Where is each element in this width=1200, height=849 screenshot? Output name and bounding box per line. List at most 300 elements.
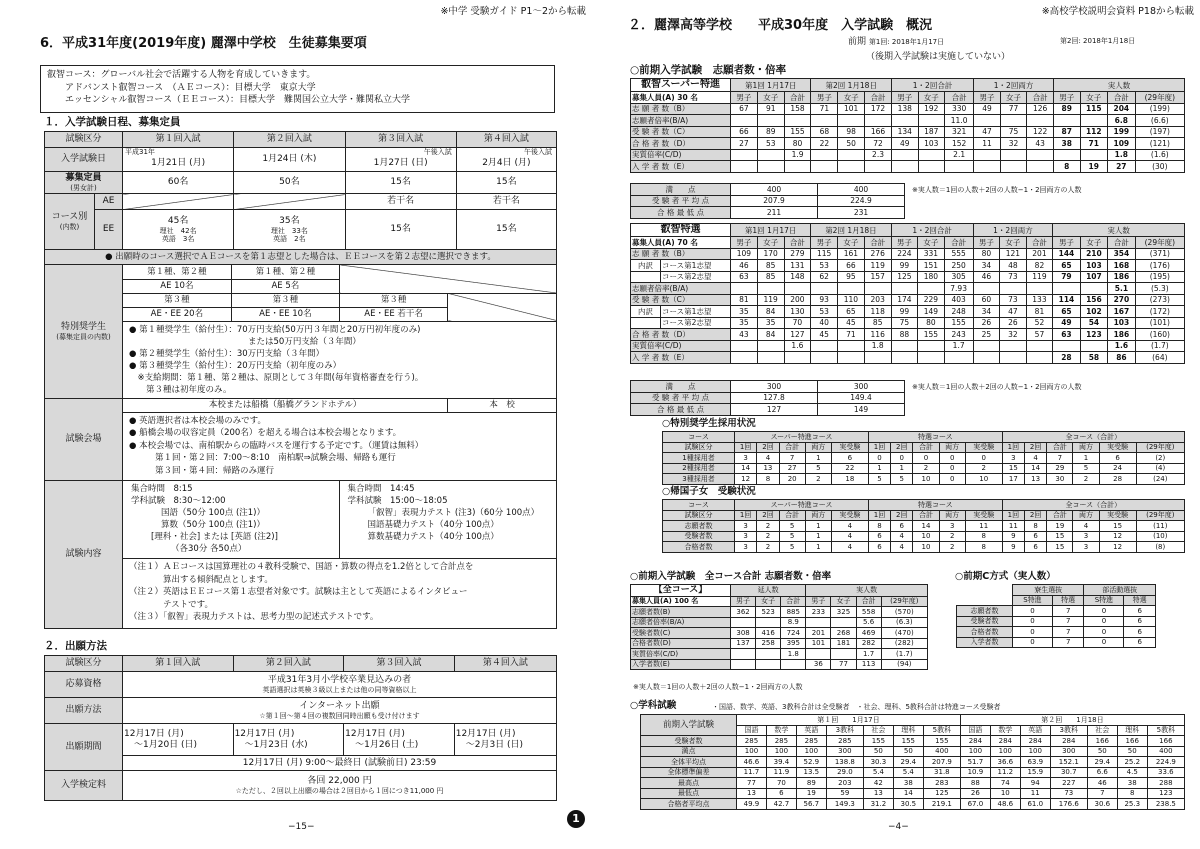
data-cell bbox=[756, 617, 781, 628]
data-cell: 250 bbox=[944, 260, 973, 272]
data-cell bbox=[811, 161, 838, 173]
table-row bbox=[663, 531, 1185, 542]
sub-header: 実受験 bbox=[965, 510, 1002, 521]
data-cell: 63 bbox=[1053, 329, 1080, 341]
data-cell: 152 bbox=[945, 138, 974, 150]
sub-header: 男子 bbox=[731, 237, 758, 249]
table-row bbox=[631, 607, 928, 618]
data-cell: 283 bbox=[923, 778, 960, 789]
select-course-table bbox=[630, 223, 1185, 364]
data-cell: 52 bbox=[1026, 317, 1053, 329]
table-row bbox=[631, 207, 905, 219]
data-cell: 26 bbox=[960, 788, 990, 799]
score-cell: 224.9 bbox=[818, 195, 905, 207]
t3-body bbox=[663, 442, 1185, 484]
round-head: 実人数 bbox=[1053, 79, 1184, 92]
row-label: 実質倍率(C/D) bbox=[631, 149, 731, 161]
content-line: 集合時間 14:45 bbox=[347, 484, 415, 494]
data-cell: 6 bbox=[1025, 542, 1047, 553]
data-cell: 224.9 bbox=[1147, 757, 1184, 768]
table-row bbox=[631, 381, 905, 393]
data-cell bbox=[731, 161, 758, 173]
data-cell: 7.93 bbox=[944, 283, 973, 295]
data-cell: 158 bbox=[784, 103, 811, 115]
data-cell: 276 bbox=[864, 248, 891, 260]
t4-body bbox=[663, 510, 1185, 552]
data-cell: 4 bbox=[831, 531, 868, 542]
data-cell: 400 bbox=[923, 746, 960, 757]
data-cell: 48.6 bbox=[990, 799, 1020, 810]
data-cell: 201 bbox=[806, 628, 831, 639]
sub-header: 女子 bbox=[756, 596, 781, 607]
scholar-note: ● 第２種奨学生（給付生）：30万円支給（３年間） bbox=[129, 348, 325, 359]
data-cell: 0 bbox=[1084, 616, 1124, 627]
data-cell: 219.1 bbox=[923, 799, 960, 810]
data-cell bbox=[731, 649, 756, 660]
data-cell: 31.2 bbox=[863, 799, 893, 810]
venue-note: ● 英語選択者は本校会場のみです。 bbox=[129, 415, 266, 426]
data-cell: 123 bbox=[1080, 329, 1107, 341]
data-cell: 284 bbox=[990, 736, 1020, 747]
row-label: 受 験 者 数（C） bbox=[631, 294, 731, 306]
round-header: 第２回入試 bbox=[233, 656, 344, 672]
sub-header: 両方 bbox=[805, 510, 831, 521]
row-label: 合 格 者 数（D） bbox=[631, 138, 731, 150]
data-cell bbox=[731, 352, 758, 364]
data-cell: (1.7) bbox=[1135, 340, 1184, 352]
data-cell bbox=[1027, 115, 1054, 127]
data-cell: (121) bbox=[1135, 138, 1184, 150]
data-cell: 50 bbox=[838, 138, 865, 150]
no-second-exam-note: （後期入学試験は実施していない） bbox=[866, 52, 1011, 62]
data-cell: 0 bbox=[939, 474, 965, 485]
data-cell bbox=[1053, 283, 1080, 295]
data-cell: 1 bbox=[868, 463, 890, 474]
ee-eigo: 英語 2名 bbox=[273, 234, 306, 243]
data-cell: 51.7 bbox=[960, 757, 990, 768]
data-cell: 2 bbox=[913, 463, 939, 474]
table-row bbox=[631, 126, 1185, 138]
s5-title: ○前期入学試験 全コース合計 志願者数・倍率 bbox=[630, 571, 832, 582]
data-cell: 12 bbox=[1099, 531, 1136, 542]
data-cell: 6 bbox=[766, 788, 796, 799]
table-row bbox=[641, 736, 1185, 747]
content-note: テストです。 bbox=[129, 599, 213, 610]
score-cell: 211 bbox=[731, 207, 818, 219]
table-row bbox=[631, 306, 1185, 318]
content-line: [理科・社会] または [英語 (注2)] bbox=[151, 532, 278, 542]
sub-header: 両方 bbox=[1073, 510, 1099, 521]
data-cell: 12 bbox=[735, 474, 757, 485]
right-page bbox=[600, 0, 1200, 849]
sub-header: 女子 bbox=[757, 237, 784, 249]
round-header: 第３回入試 bbox=[345, 132, 456, 148]
data-cell: 229 bbox=[918, 294, 945, 306]
t6-sub: 特選 bbox=[1052, 595, 1084, 606]
data-cell: 3 bbox=[735, 453, 757, 464]
data-cell: 6.6 bbox=[1087, 767, 1117, 778]
data-cell: 121 bbox=[1000, 248, 1027, 260]
data-cell: 161 bbox=[838, 248, 865, 260]
data-cell: (197) bbox=[1135, 126, 1184, 138]
data-cell: (172) bbox=[1135, 306, 1184, 318]
data-cell: 15 bbox=[1047, 531, 1073, 542]
data-cell bbox=[974, 115, 1001, 127]
data-cell: 8 bbox=[868, 521, 890, 532]
data-cell: 0 bbox=[1084, 627, 1124, 638]
row-label: 1種採用者 bbox=[663, 453, 735, 464]
data-cell: (30) bbox=[1135, 161, 1184, 173]
data-cell: 32 bbox=[1000, 329, 1027, 341]
round-header: 第４回入試 bbox=[454, 656, 556, 672]
sub-header: 実受験 bbox=[831, 510, 868, 521]
sub-header: 女子 bbox=[1000, 92, 1027, 104]
sub-header: 実受験 bbox=[1099, 442, 1136, 453]
sub-header: 2回 bbox=[1025, 442, 1047, 453]
table-row bbox=[631, 392, 905, 404]
content-line: 算数（50分 100点 (注1)） bbox=[161, 520, 265, 530]
data-cell: 30.5 bbox=[893, 799, 923, 810]
t2-bottom bbox=[631, 381, 905, 416]
data-cell: 99 bbox=[891, 260, 918, 272]
row-label: 全体平均点 bbox=[641, 757, 737, 768]
data-cell: 3 bbox=[735, 542, 757, 553]
breakdown-label bbox=[631, 271, 661, 283]
sub-header: 合計 bbox=[1108, 92, 1136, 104]
data-cell: 238.5 bbox=[1147, 799, 1184, 810]
data-cell: 1 bbox=[1073, 453, 1099, 464]
data-cell: 13 bbox=[737, 788, 767, 799]
data-cell: 80 bbox=[784, 138, 811, 150]
data-cell: (282) bbox=[881, 638, 927, 649]
table-row bbox=[663, 542, 1185, 553]
data-cell: (199) bbox=[1135, 103, 1184, 115]
data-cell: 0 bbox=[939, 453, 965, 464]
data-cell: 6 bbox=[831, 453, 868, 464]
data-cell: 34 bbox=[973, 306, 1000, 318]
sub-header: 合計 bbox=[1047, 510, 1073, 521]
subject-score-table bbox=[640, 714, 1185, 810]
score-cell: 231 bbox=[818, 207, 905, 219]
data-cell: 11 bbox=[1020, 788, 1050, 799]
fee-main: 各回 22,000 円 bbox=[307, 775, 372, 786]
row-label: 特別奨学生 bbox=[60, 321, 106, 332]
data-cell bbox=[1000, 149, 1027, 161]
data-cell: (6.6) bbox=[1135, 115, 1184, 127]
data-cell: 285 bbox=[737, 736, 767, 747]
data-cell: 94 bbox=[1020, 778, 1050, 789]
sub-header: 社会 bbox=[1087, 725, 1117, 736]
method-sub: ☆第１回〜第４回の複数回同時出願も受け付けます bbox=[259, 711, 420, 720]
sub-header: (29年度) bbox=[1135, 92, 1184, 104]
row-sublabel: (内数) bbox=[59, 222, 80, 231]
data-cell: 85 bbox=[757, 260, 784, 272]
sub-header: 女子 bbox=[757, 92, 784, 104]
data-cell: 155 bbox=[784, 126, 811, 138]
data-cell: 66 bbox=[731, 126, 758, 138]
data-cell bbox=[756, 659, 781, 670]
data-cell: 305 bbox=[944, 271, 973, 283]
table-row bbox=[631, 659, 928, 670]
data-cell: 122 bbox=[1027, 126, 1054, 138]
data-cell: 2 bbox=[757, 542, 779, 553]
period-common: 12月17日 (月) 9:00〜最終日 (試験前日) 23:59 bbox=[123, 756, 557, 771]
sub-header: 女子 bbox=[831, 596, 856, 607]
data-cell: 50 bbox=[1087, 746, 1117, 757]
venue-note: 第３回・第４回：帰路のみ運行 bbox=[155, 465, 275, 476]
data-cell bbox=[831, 617, 856, 628]
s4-title: ○帰国子女 受験状況 bbox=[662, 486, 756, 497]
right-page-number: −4− bbox=[888, 822, 909, 832]
data-cell: 87 bbox=[1053, 126, 1080, 138]
row-label: 志願者数(B) bbox=[631, 607, 731, 618]
data-cell: 285 bbox=[766, 736, 796, 747]
data-cell: 67.0 bbox=[960, 799, 990, 810]
data-cell bbox=[1027, 161, 1054, 173]
data-cell bbox=[1080, 115, 1108, 127]
round-head: 1・2回両方 bbox=[973, 224, 1053, 237]
data-cell: 35 bbox=[731, 306, 758, 318]
table-row bbox=[663, 463, 1185, 474]
data-cell: (94) bbox=[881, 659, 927, 670]
row-label: 合 格 者 数（D） bbox=[631, 329, 731, 341]
data-cell: 1.8 bbox=[781, 649, 806, 660]
sub-header: 英語 bbox=[1020, 725, 1050, 736]
data-cell: 125 bbox=[923, 788, 960, 799]
sub-header: 合計 bbox=[784, 237, 811, 249]
sub-header: 男子 bbox=[806, 596, 831, 607]
data-cell: 395 bbox=[781, 638, 806, 649]
t4-head: 特選コース bbox=[868, 500, 1002, 511]
round-head: 第1回 1月17日 bbox=[731, 79, 811, 92]
row-label: 志 願 者 数（B） bbox=[631, 248, 731, 260]
data-cell: 65 bbox=[838, 306, 865, 318]
data-cell: 73 bbox=[1000, 271, 1027, 283]
data-cell: 34 bbox=[973, 260, 1000, 272]
data-cell: 32 bbox=[1000, 138, 1027, 150]
data-cell: 52.9 bbox=[796, 757, 826, 768]
table-row bbox=[631, 628, 928, 639]
data-cell bbox=[784, 352, 811, 364]
data-cell: 172 bbox=[865, 103, 892, 115]
scholar-grid bbox=[123, 265, 556, 322]
data-cell: 107 bbox=[1080, 271, 1107, 283]
scholar-cell: 第３種 bbox=[123, 293, 231, 307]
data-cell: (24) bbox=[1136, 474, 1184, 485]
data-cell: 5 bbox=[1073, 463, 1099, 474]
row-label: 受験者数(C) bbox=[631, 628, 731, 639]
data-cell: 166 bbox=[865, 126, 892, 138]
data-cell: 46 bbox=[973, 271, 1000, 283]
data-cell bbox=[1053, 149, 1080, 161]
table-row bbox=[631, 184, 905, 196]
t1-bottom bbox=[631, 184, 905, 219]
data-cell: 285 bbox=[826, 736, 863, 747]
sub-header: 両方 bbox=[939, 442, 965, 453]
score-cell: 400 bbox=[731, 184, 818, 196]
scholar-note: または50万円支給（３年間） bbox=[129, 336, 361, 347]
data-cell: 11 bbox=[1002, 521, 1024, 532]
data-cell: 19 bbox=[796, 788, 826, 799]
t3-head: スーパー特進コース bbox=[735, 432, 869, 443]
data-cell: 4 bbox=[757, 453, 779, 464]
data-cell: 5.6 bbox=[856, 617, 881, 628]
score-cell: 207.9 bbox=[731, 195, 818, 207]
data-cell: 25.2 bbox=[1117, 757, 1147, 768]
data-cell: 29.4 bbox=[893, 757, 923, 768]
data-cell: 77 bbox=[1000, 103, 1027, 115]
data-cell: 50 bbox=[893, 746, 923, 757]
table-row bbox=[631, 317, 1185, 329]
course-name: 叡智特選 bbox=[631, 224, 731, 237]
data-cell: 119 bbox=[1026, 271, 1053, 283]
data-cell: 30.3 bbox=[863, 757, 893, 768]
data-cell: 5 bbox=[805, 463, 831, 474]
data-cell: 166 bbox=[1147, 736, 1184, 747]
content-note: 算出する傾斜配点とします。 bbox=[129, 574, 273, 585]
data-cell: 0 bbox=[1084, 606, 1124, 617]
sub-header: 2回 bbox=[757, 442, 779, 453]
data-cell: (160) bbox=[1135, 329, 1184, 341]
ee-total: 15名 bbox=[345, 210, 456, 250]
data-cell: 93 bbox=[811, 294, 838, 306]
data-cell: 279 bbox=[784, 248, 811, 260]
row-label: 満点 bbox=[641, 746, 737, 757]
score-cell: 300 bbox=[731, 381, 818, 393]
table-row bbox=[631, 404, 905, 416]
data-cell: 13 bbox=[1025, 474, 1047, 485]
data-cell: 362 bbox=[731, 607, 756, 618]
data-cell bbox=[891, 149, 918, 161]
data-cell: 180 bbox=[918, 271, 945, 283]
data-cell: 45 bbox=[811, 329, 838, 341]
data-cell: (10) bbox=[1136, 531, 1184, 542]
content-line: 国語（50分 100点 (注1)） bbox=[161, 508, 265, 518]
data-cell: 155 bbox=[944, 317, 973, 329]
capacity-label: 募集人員(A) 70 名 bbox=[631, 237, 731, 249]
capacity-cell: 15名 bbox=[345, 172, 456, 194]
data-cell: 1.8 bbox=[864, 340, 891, 352]
data-cell: 2 bbox=[805, 474, 831, 485]
exam-date: 1月24日 (木) bbox=[262, 154, 317, 165]
data-cell: 284 bbox=[1050, 736, 1087, 747]
data-cell: 43 bbox=[731, 329, 758, 341]
data-cell: 284 bbox=[960, 736, 990, 747]
data-cell: 5 bbox=[779, 542, 805, 553]
row-label: 3種採用者 bbox=[663, 474, 735, 485]
content-line: 学科試験 8:30〜12:00 bbox=[131, 496, 226, 506]
row-label: 受験者数 bbox=[957, 616, 1013, 627]
t4-head: コース bbox=[663, 500, 735, 511]
sub-header: 女子 bbox=[838, 237, 865, 249]
round-head: 実人数 bbox=[1053, 224, 1185, 237]
capacity-cell: 60名 bbox=[123, 172, 234, 194]
data-cell: 7 bbox=[1087, 788, 1117, 799]
data-cell: 127 bbox=[784, 329, 811, 341]
data-cell bbox=[1026, 352, 1053, 364]
data-cell bbox=[1000, 283, 1027, 295]
round-header: 第１回入試 bbox=[123, 132, 234, 148]
data-cell: 115 bbox=[1080, 103, 1108, 115]
data-cell: 724 bbox=[781, 628, 806, 639]
data-cell bbox=[838, 352, 865, 364]
data-cell: 400 bbox=[1147, 746, 1184, 757]
venue-note: 第１回・第２回：7:00〜8:10 南柏駅⇒試験会場、帰路も運行 bbox=[155, 453, 396, 463]
data-cell: 103 bbox=[918, 138, 945, 150]
data-cell: 35 bbox=[757, 317, 784, 329]
data-cell: 13.5 bbox=[796, 767, 826, 778]
t2-note: ※実人数＝1回の人数＋2回の人数−1・2回両方の人数 bbox=[912, 383, 1082, 391]
table-row bbox=[663, 521, 1185, 532]
exam-date-2: 第2回: 2018年1月18日 bbox=[1060, 37, 1136, 45]
row-label: 最低点 bbox=[641, 788, 737, 799]
data-cell: 3 bbox=[939, 521, 965, 532]
data-cell: 22 bbox=[831, 463, 868, 474]
data-cell bbox=[891, 283, 918, 295]
data-cell: 14 bbox=[735, 463, 757, 474]
table-row bbox=[631, 649, 928, 660]
sec1-title: １．入学試験日程、募集定員 bbox=[44, 116, 181, 128]
data-cell: (6.3) bbox=[881, 617, 927, 628]
empty-diag-cell bbox=[340, 265, 557, 293]
data-cell bbox=[784, 283, 811, 295]
data-cell: 100 bbox=[990, 746, 1020, 757]
row-label: 満 点 bbox=[631, 381, 731, 393]
scholar-note: ※支給期間：第１種、第２種は、原則として３年間(毎年資格審査を行う)。 bbox=[129, 372, 424, 383]
data-cell: 0 bbox=[913, 453, 939, 464]
data-cell: 49 bbox=[1053, 317, 1080, 329]
content-note: （注２）英語はＥＥコース第１志望者対象です。試験は主として英語によるインタビュー bbox=[129, 587, 468, 597]
data-cell: 0 bbox=[1013, 627, 1053, 638]
sub-header: 女子 bbox=[918, 237, 945, 249]
data-cell: 42.7 bbox=[766, 799, 796, 810]
table-row bbox=[641, 778, 1185, 789]
breakdown-label: 内訳 bbox=[631, 260, 661, 272]
sub-header: 女子 bbox=[1000, 237, 1027, 249]
sub-header: 合計 bbox=[944, 237, 973, 249]
t5-head: 実人数 bbox=[806, 585, 928, 597]
data-cell: 10 bbox=[913, 542, 939, 553]
sub-header: 5教科 bbox=[923, 725, 960, 736]
data-cell: 11 bbox=[965, 521, 1002, 532]
s7-note: ・国語、数学、英語、3教科合計は全受験者 ・社会、理科、5教科合計は特進コース受験者 bbox=[712, 703, 1001, 711]
data-cell: 63 bbox=[731, 271, 758, 283]
data-cell: 19 bbox=[1080, 161, 1108, 173]
data-cell: 166 bbox=[1087, 736, 1117, 747]
t5-head: 延人数 bbox=[731, 585, 806, 597]
data-cell: (4) bbox=[1136, 463, 1184, 474]
score-cell: 149 bbox=[818, 404, 905, 416]
data-cell: 81 bbox=[1026, 306, 1053, 318]
score-cell: 400 bbox=[818, 184, 905, 196]
data-cell: 60 bbox=[973, 294, 1000, 306]
data-cell: 201 bbox=[1026, 248, 1053, 260]
score-cell: 149.4 bbox=[818, 392, 905, 404]
sub-header: (29年度) bbox=[881, 596, 927, 607]
data-cell: 186 bbox=[1108, 329, 1135, 341]
round-head: 1・2回合計 bbox=[891, 79, 973, 92]
data-cell bbox=[918, 283, 945, 295]
data-cell: 144 bbox=[1053, 248, 1080, 260]
row-label: 受験者数 bbox=[641, 736, 737, 747]
score-cell: 127 bbox=[731, 404, 818, 416]
right-header-tag: ※高校学校説明会資料 P18から転載 bbox=[1041, 6, 1194, 17]
table-row bbox=[641, 767, 1185, 778]
data-cell: (5.3) bbox=[1135, 283, 1184, 295]
data-cell: 88 bbox=[960, 778, 990, 789]
data-cell: 68 bbox=[811, 126, 838, 138]
data-cell: 99 bbox=[891, 306, 918, 318]
